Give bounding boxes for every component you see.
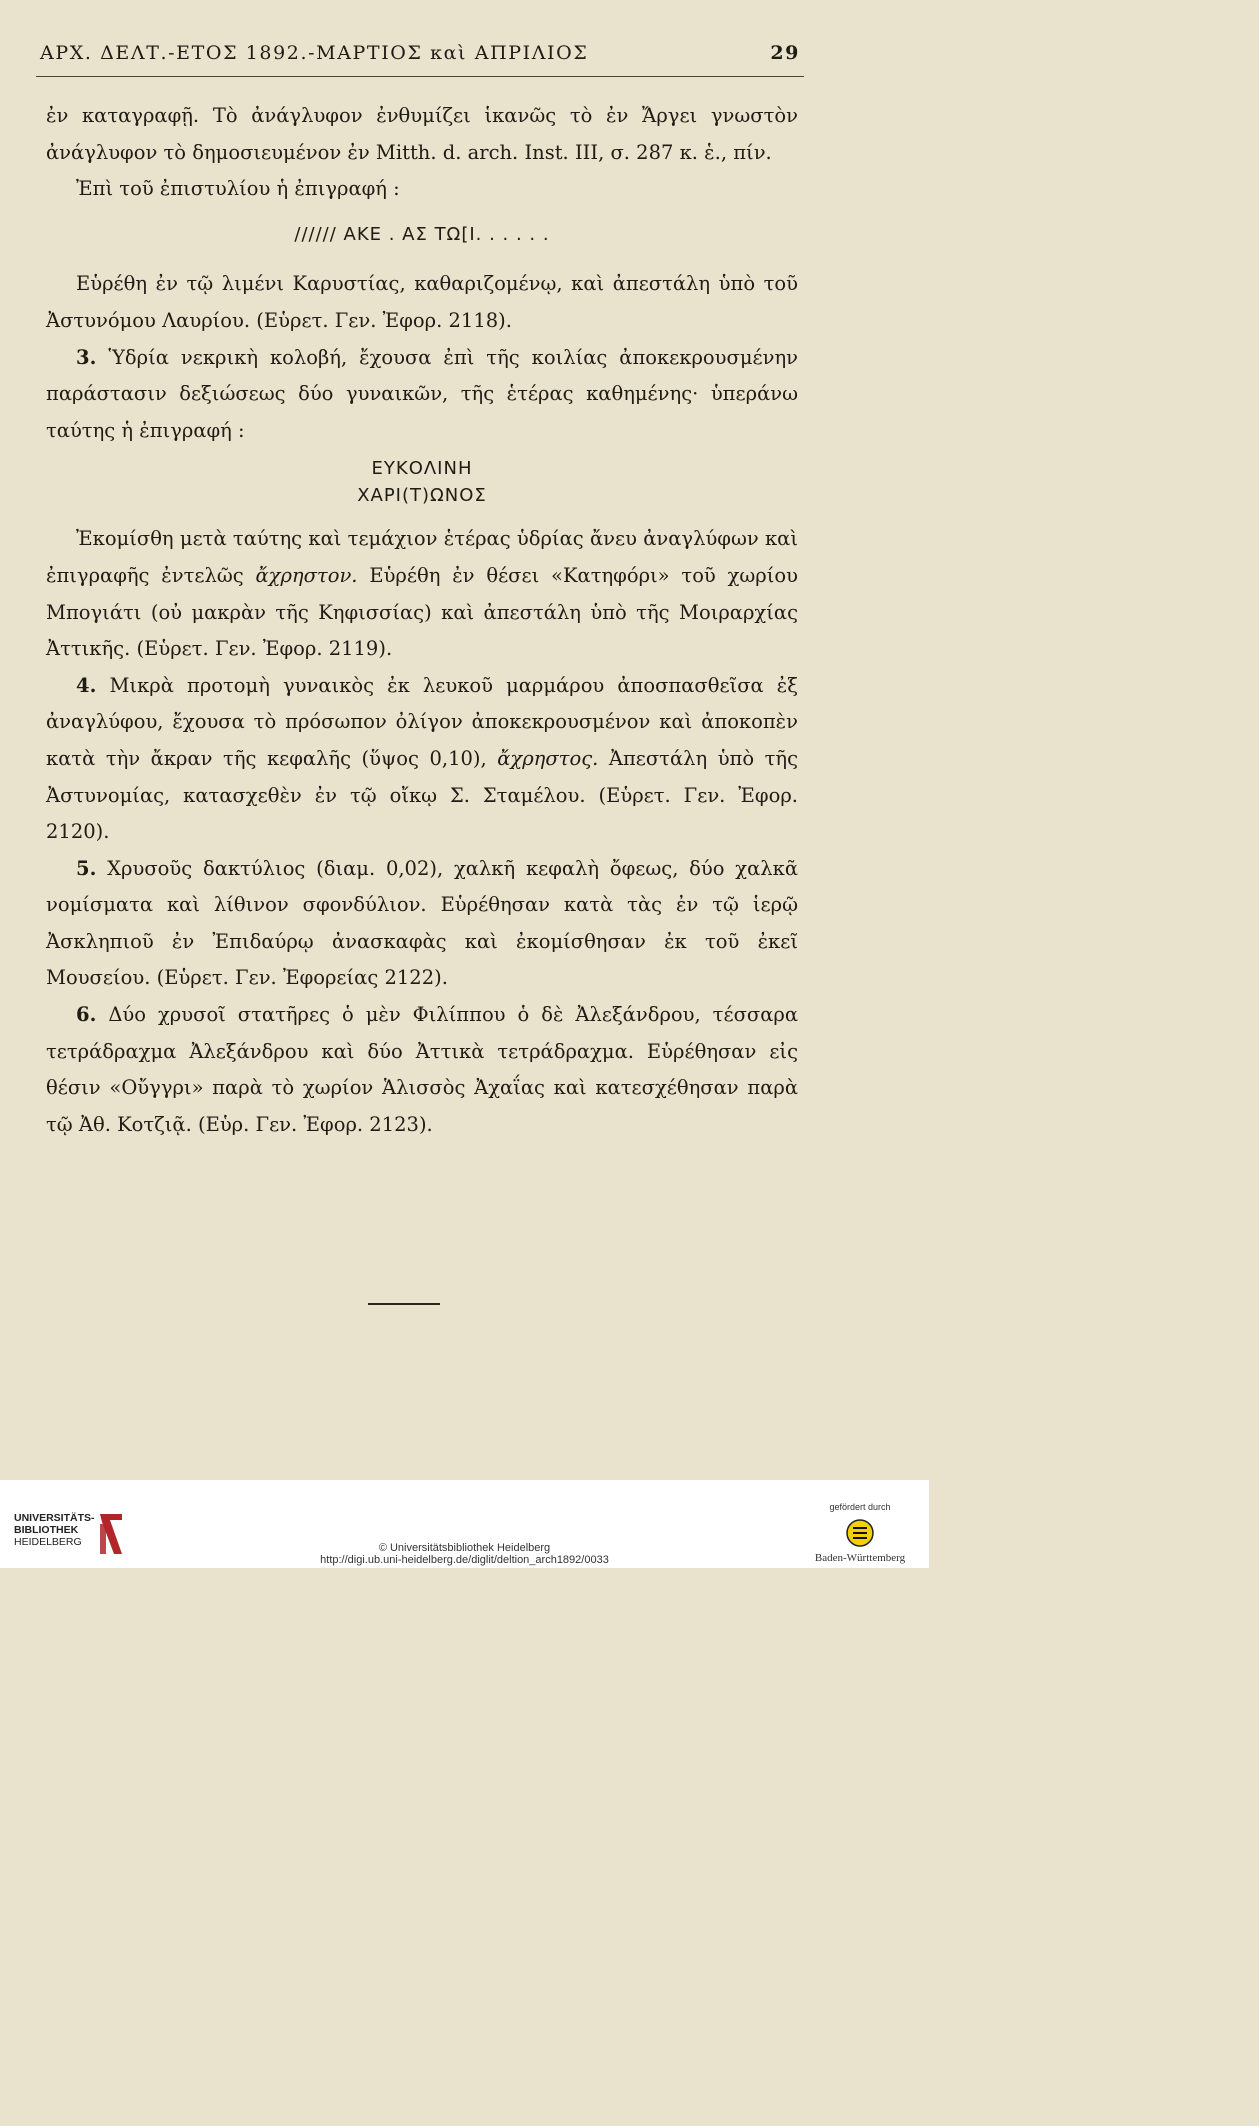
item-4-italic: ἄχρηστος. — [497, 746, 599, 770]
item-5-number: 5. — [76, 856, 97, 880]
inscription-hydria-line2: ΧΑΡΙ(Τ)ΩΝΟΣ — [357, 485, 487, 507]
state-seal-icon — [845, 1518, 875, 1548]
permalink-url[interactable]: http://digi.ub.uni-heidelberg.de/diglit/deltion_arch1892/0033 — [320, 1554, 609, 1566]
header-rule — [36, 76, 804, 77]
item-3-number: 3. — [76, 345, 97, 369]
paragraph-hydria-find — [46, 521, 798, 667]
paragraph-find-karystia: Εὑρέθη ἐν τῷ λιμένι Καρυστίας, καθαριζομένῳ, καὶ ἀπεστάλη ὑπὸ τοῦ Ἀστυνόμου Λαυρίου. (Εὑρετ. Γεν. Ἐφορ. 2118). — [46, 272, 798, 332]
item-6-text: Δύο χρυσοῖ στατῆρες ὁ μὲν Φιλίππου ὁ δὲ Ἀλεξάνδρου, τέσσαρα τετράδραχμα Ἀλεξάνδρου καὶ δύο Ἀττικὰ τετράδραχμα. Εὑρέθησαν εἰς θέσιν «Οὔγγρι» παρὰ τὸ χωρίον Ἁλισσὸς Ἀχαΐας καὶ κατεσχέθησαν παρὰ τῷ Ἀθ. Κοτζιᾷ. (Εὑρ. Γεν. Ἐφορ. 2123). — [46, 1003, 798, 1136]
paragraph-inscription-intro: Ἐπὶ τοῦ ἐπιστυλίου ἡ ἐπιγραφή : — [76, 177, 400, 201]
item-3 — [46, 340, 798, 450]
copyright-text: © Universitätsbibliothek Heidelberg — [378, 1542, 551, 1554]
page-number: 29 — [770, 42, 800, 64]
funder-name: Baden-Württemberg — [814, 1552, 906, 1564]
inscription-hydria — [46, 455, 798, 509]
item-4 — [46, 668, 798, 851]
item-3-text: Ὑδρία νεκρικὴ κολοβή, ἔχουσα ἐπὶ τῆς κοιλίας ἀποκεκρουσμένην παράστασιν δεξιώσεως δύο γυναικῶν, τῆς ἑτέρας καθημένης· ὑπεράνω ταύτης ἡ ἐπιγραφή : — [46, 345, 799, 442]
item-4-number: 4. — [76, 673, 97, 697]
running-title: ΑΡΧ. ΔΕΛΤ.-ΕΤΟΣ 1892.-ΜΑΡΤΙΟΣ καὶ ΑΠΡΙΛΙΟΣ — [40, 42, 589, 64]
item-4-text-b: Ἀπεστάλη ὑπὸ τῆς Ἀστυνομίας, κατασχεθὲν ἐν τῷ οἴκῳ Σ. Σταμέλου. (Εὑρετ. Γεν. Ἐφορ. 2120). — [46, 746, 799, 844]
inscription-epistyle: ////// ΑΚΕ . ΑΣ ΤΩ[Ι. . . . . . — [294, 223, 550, 245]
paragraph-continuation: ἐν καταγραφῇ. Τὸ ἀνάγλυφον ἐνθυμίζει ἱκανῶς τὸ ἐν Ἄργει γνωστὸν ἀνάγλυφον τὸ δημοσιευμένον ἐν Mitth. d. arch. Inst. III, σ. 287 κ. ἑ., πίν. — [46, 104, 798, 164]
body-text — [46, 98, 798, 1143]
library-line1: UNIVERSITÄTS- — [14, 1512, 95, 1524]
item-5 — [46, 851, 798, 997]
item-4-text-a: Μικρὰ προτομὴ γυναικὸς ἐκ λευκοῦ μαρμάρου ἀποσπασθεῖσα ἐξ ἀναγλύφου, ἔχουσα τὸ πρόσωπον ὀλίγον ἀποκεκρουσμένον καὶ ἀποκοπὲν κατὰ τὴν ἄκραν τῆς κεφαλῆς (ὕψος 0,10), — [46, 673, 798, 770]
item-6-number: 6. — [76, 1003, 97, 1027]
end-rule — [368, 1303, 440, 1305]
copyright-block — [0, 1542, 929, 1566]
funded-by-label: gefördert durch — [829, 1502, 891, 1512]
item-6 — [46, 997, 798, 1143]
item-5-text: Χρυσοῦς δακτύλιος (διαμ. 0,02), χαλκῆ κεφαλὴ ὄφεως, δύο χαλκᾶ νομίσματα καὶ λίθινον σφονδύλιον. Εὑρέθησαν κατὰ τὰς ἐν τῷ ἱερῷ Ἀσκληπιοῦ ἐν Ἐπιδαύρῳ ἀνασκαφὰς καὶ ἐκομίσθησαν ἐκ τοῦ ἐκεῖ Μουσείου. (Εὑρετ. Γεν. Ἐφορείας 2122). — [46, 856, 798, 990]
hydria-find-italic: ἄχρηστον. — [255, 563, 358, 587]
running-header — [40, 42, 800, 64]
library-line3: HEIDELBERG — [14, 1536, 82, 1548]
hydria-find-text-a: Ἐκομίσθη μετὰ ταύτης καὶ τεμάχιον ἑτέρας ὑδρίας ἄνευ ἀναγλύφων καὶ ἐπιγραφῆς ἐντελῶς — [46, 527, 798, 587]
footer-bar — [0, 1480, 929, 1568]
hydria-find-text-b: Εὑρέθη ἐν θέσει «Κατηφόρι» τοῦ χωρίου Μπογιάτι (οὐ μακρὰν τῆς Κηφισσίας) καὶ ἀπεστάλη ὑπὸ τῆς Μοιραρχίας Ἀττικῆς. (Εὑρετ. Γεν. Ἐφορ. 2119). — [46, 563, 799, 661]
library-line2: BIBLIOTHEK — [14, 1524, 79, 1536]
funder-block[interactable] — [805, 1502, 915, 1564]
inscription-hydria-line1: ΕΥΚΟΛΙΝΗ — [371, 458, 473, 480]
